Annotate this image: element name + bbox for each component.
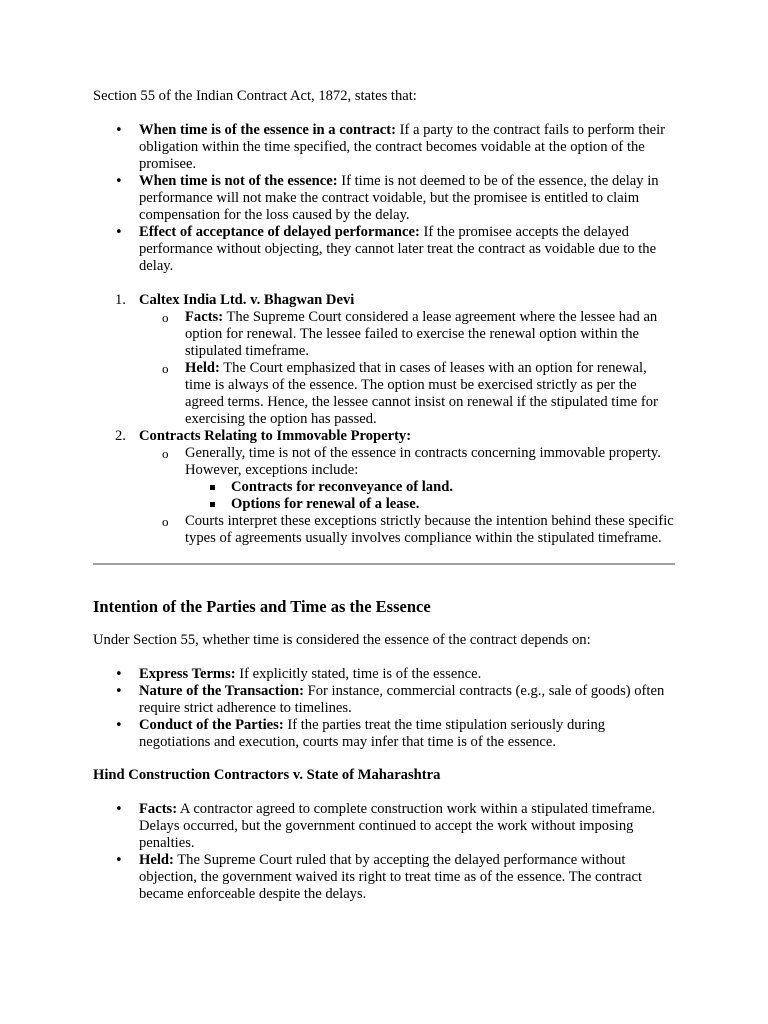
description: If explicitly stated, time is of the essence. [235, 666, 482, 682]
list-item [139, 666, 675, 683]
list-item [185, 360, 675, 428]
term: Nature of the Transaction: [139, 683, 304, 699]
case-details [139, 309, 675, 428]
list-item [139, 122, 675, 173]
case-item-caltex [115, 292, 675, 428]
list-item [185, 309, 675, 360]
list-number: 1. [115, 292, 126, 308]
facts-label: Facts: [185, 309, 224, 325]
list-item [185, 445, 675, 513]
description: A contractor agreed to complete construction work within a stipulated timeframe. Delays occurred, but the government continued to accept the work without imposing penalties. [139, 801, 656, 851]
case-item-immovable-property [115, 428, 675, 547]
term: When time is of the essence in a contract: [139, 122, 396, 138]
general-text: Generally, time is not of the essence in contracts concerning immovable property. However, exceptions include: [185, 445, 661, 478]
description: If the promisee accepts the delayed performance without objecting, they cannot later treat the contract as voidable due to the delay. [139, 224, 657, 274]
section-heading: Intention of the Parties and Time as the Essence [93, 597, 431, 616]
term: Held: [139, 852, 174, 868]
case-title: Caltex India Ltd. v. Bhagwan Devi [139, 292, 355, 308]
list-item [139, 683, 675, 717]
description: If time is not deemed to be of the essence, the delay in performance will not make the contract voidable, but the promisee is entitled to claim compensation for the loss caused by the delay. [139, 173, 659, 223]
case-details [139, 445, 675, 547]
exceptions-list [185, 479, 675, 513]
list-item [139, 173, 675, 224]
term: Express Terms: [139, 666, 236, 682]
description: For instance, commercial contracts (e.g., sale of goods) often require strict adherence to timelines. [139, 683, 665, 716]
term: When time is not of the essence: [139, 173, 338, 189]
list-item: Contracts for reconveyance of land. [231, 479, 675, 496]
intention-list [93, 666, 675, 751]
held-label: Held: [185, 360, 220, 376]
list-item [139, 801, 675, 852]
term: Conduct of the Parties: [139, 717, 284, 733]
term: Facts: [139, 801, 178, 817]
case-heading: Hind Construction Contractors v. State of Maharashtra [93, 767, 441, 783]
hind-list [93, 801, 675, 903]
courts-text: Courts interpret these exceptions strictly because the intention behind these specific types of agreements usually involves compliance within the stipulated timeframe. [185, 513, 674, 546]
description: The Supreme Court ruled that by accepting the delayed performance without objection, the government waived its right to treat time as of the essence. The contract became enforceable despite the delays. [139, 852, 643, 902]
list-item [185, 513, 675, 547]
description: If the parties treat the time stipulation seriously during negotiations and execution, courts may infer that time is of the essence. [139, 717, 606, 750]
section-lead: Under Section 55, whether time is considered the essence of the contract depends on: [93, 632, 591, 648]
divider [93, 563, 675, 565]
section55-list [93, 122, 675, 275]
cases-list [93, 292, 675, 547]
list-item [139, 224, 675, 275]
list-item [139, 852, 675, 903]
facts-text: The Supreme Court considered a lease agreement where the lessee had an option for renewal. The lessee failed to exercise the renewal option within the stipulated timeframe. [185, 309, 658, 359]
intro-paragraph: Section 55 of the Indian Contract Act, 1872, states that: [93, 88, 417, 104]
term: Effect of acceptance of delayed performance: [139, 224, 420, 240]
held-text: The Court emphasized that in cases of leases with an option for renewal, time is always of the essence. The option must be exercised strictly as per the agreed terms. Hence, the lessee cannot insist on renewal if the stipulated time for exercising the option has passed. [185, 360, 658, 427]
case-title: Contracts Relating to Immovable Property: [139, 428, 412, 444]
description: If a party to the contract fails to perform their obligation within the time specified, the contract becomes voidable at the option of the promisee. [139, 122, 666, 172]
list-item [139, 717, 675, 751]
list-item: Options for renewal of a lease. [231, 496, 675, 513]
list-number: 2. [115, 428, 126, 444]
document-page [93, 88, 675, 903]
